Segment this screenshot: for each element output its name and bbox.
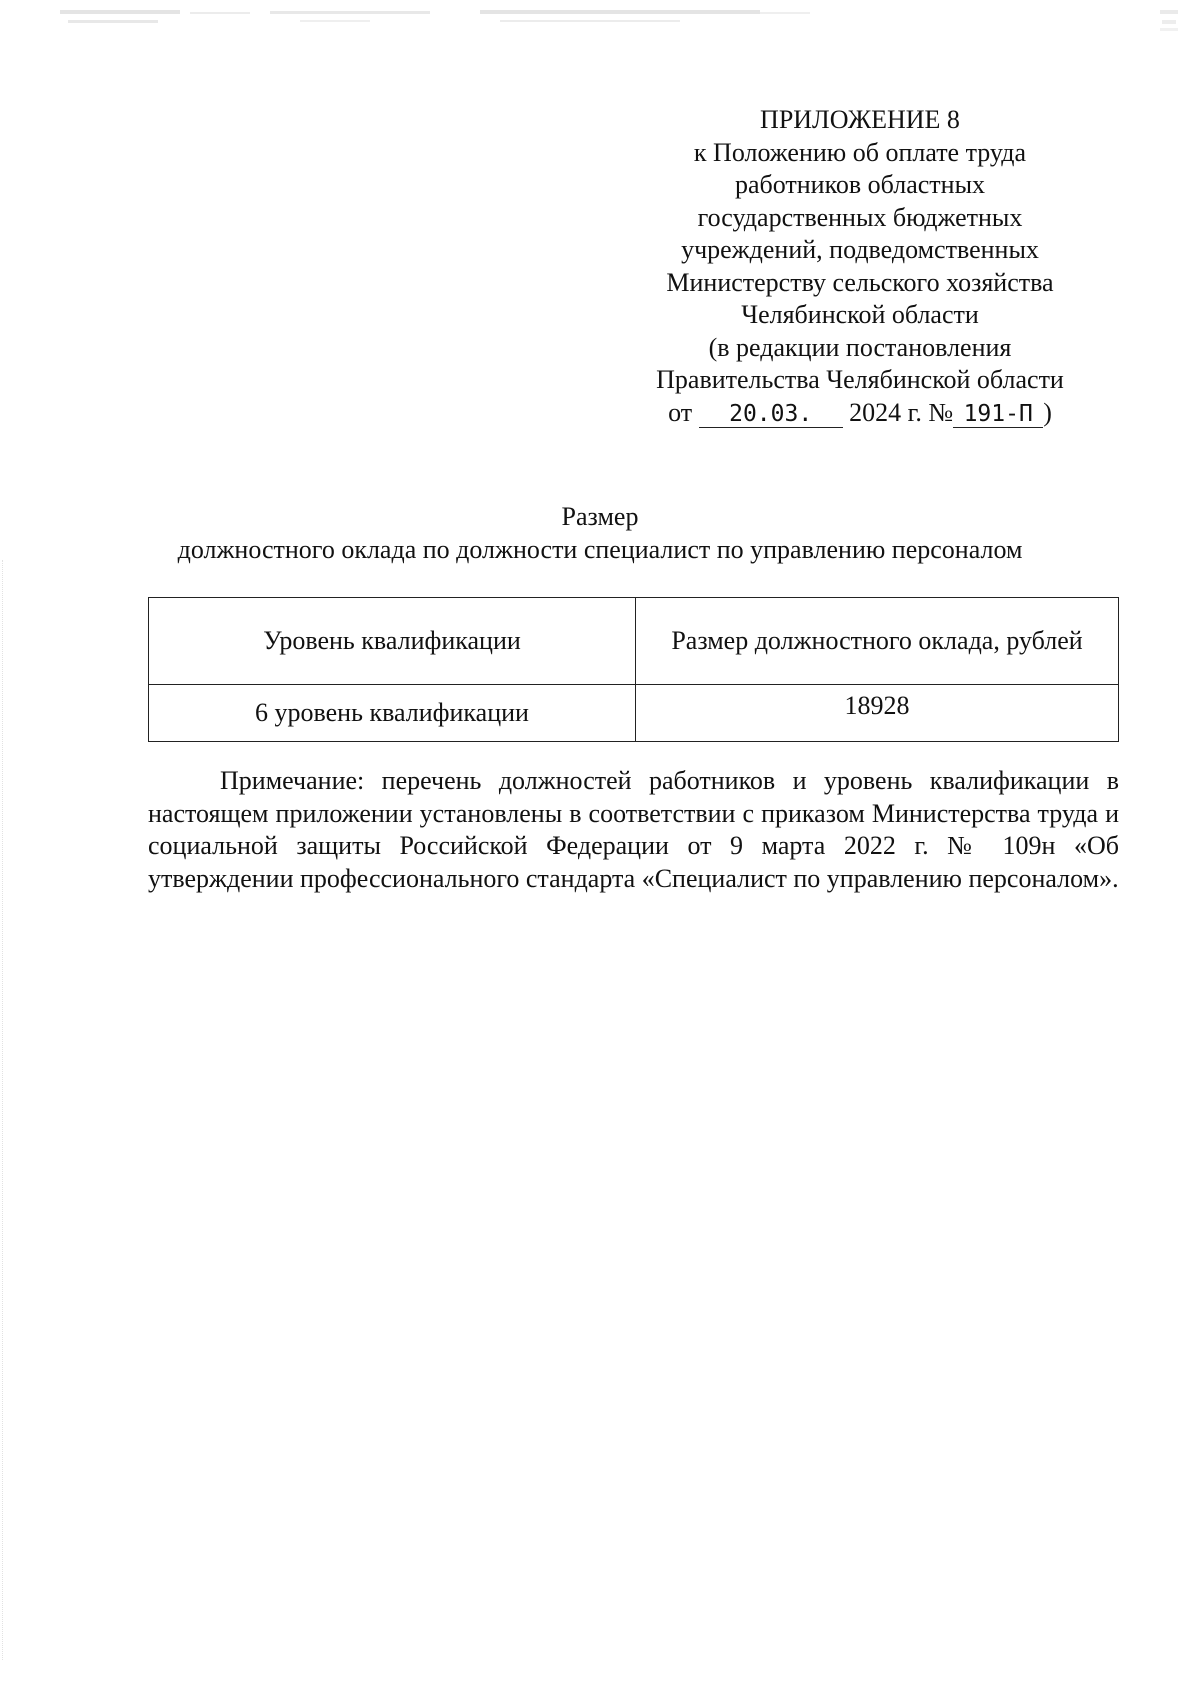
- salary-table: [148, 597, 1119, 742]
- document-title: [100, 500, 1100, 566]
- annex-line: Министерству сельского хозяйства: [666, 267, 1054, 297]
- annex-line: к Положению об оплате труда: [693, 137, 1027, 167]
- scan-mark: [1158, 8, 1182, 36]
- title-line-1: Размер: [561, 502, 639, 531]
- cell-qualification-level: 6 уровень квалификации: [149, 685, 636, 742]
- scan-edge-dots: [2, 560, 5, 1660]
- resolution-date-line: [620, 397, 1100, 430]
- annex-line: Челябинской области: [741, 300, 979, 329]
- header-qualification-level: Уровень квалификации: [149, 598, 636, 685]
- annex-line: (в редакции постановления: [708, 332, 1012, 362]
- scan-noise: [60, 6, 820, 44]
- table-header-row: [149, 598, 1119, 685]
- annex-line: учреждений, подведомственных: [681, 235, 1039, 264]
- annex-header: [620, 104, 1100, 429]
- note-paragraph: Примечание: перечень должностей работников и уровень квалификации в настоящем приложении установлены в соответствии с приказом Министерства труда и социальной защиты Российской Федерации от 9 марта 2022 г. № 109н «Об утверждении профессионального стандарта «Специалист по управлению персоналом».: [148, 766, 1119, 893]
- annex-title: ПРИЛОЖЕНИЕ 8: [760, 105, 960, 134]
- date-prefix: от: [668, 397, 693, 427]
- closing-paren: ): [1043, 397, 1052, 427]
- annex-line: государственных бюджетных: [697, 202, 1023, 232]
- table-row: [149, 685, 1119, 742]
- cell-salary: 18928: [636, 685, 1119, 742]
- title-line-2: должностного оклада по должности специалист по управлению персоналом: [177, 535, 1023, 564]
- annex-line: работников областных: [734, 170, 986, 199]
- resolution-date: 20.03.: [699, 401, 843, 428]
- annex-line: Правительства Челябинской области: [656, 365, 1064, 394]
- header-salary: Размер должностного оклада, рублей: [636, 598, 1119, 685]
- year-text: 2024 г. №: [849, 397, 954, 427]
- resolution-number: 191-П: [953, 401, 1043, 428]
